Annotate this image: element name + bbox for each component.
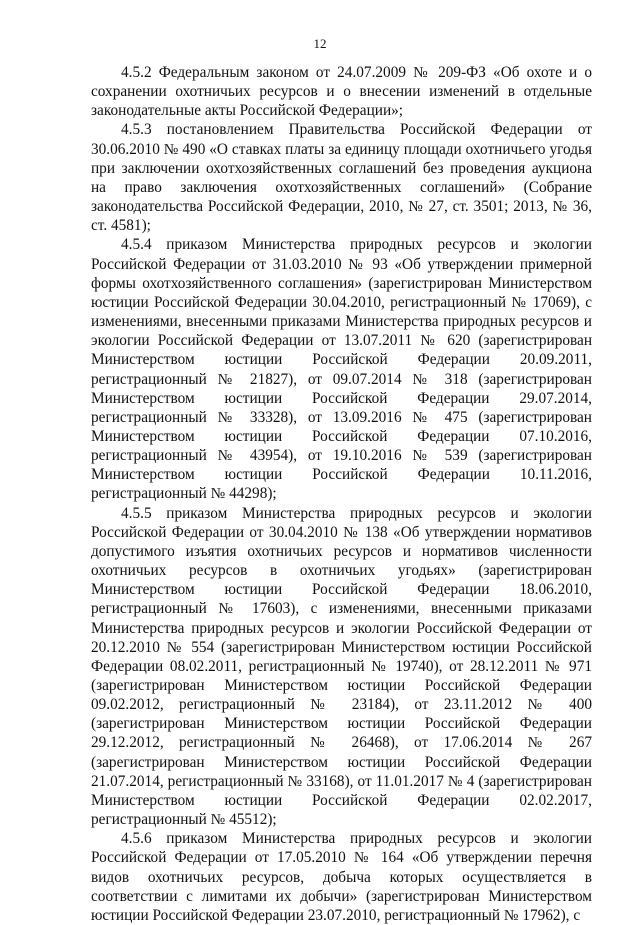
clause-4-5-5: 4.5.5 приказом Министерства природных ресурсов и экологии Российской Федерации от 30.04.2010 № 138 «Об утверждении нормативов допустимого изъятия охотничьих ресурсов и нормативов численности охотничьих ресурсов в охотничьих угодьях» (зарегистрирован Министерством юстиции Российской Федерации 18.06.2010, регистрационный № 17603), с изменениями, внесенными приказами Министерства природных ресурсов и экологии Российской Федерации от 20.12.2010 № 554 (зарегистрирован Министерством юстиции Российской Федерации 08.02.2011, регистрационный № 19740), от 28.12.2011 № 971 (зарегистрирован Министерством юстиции Российской Федерации 09.02.2012, регистрационный № 23184), от 23.11.2012 № 400 (зарегистрирован Министерством юстиции Российской Федерации 29.12.2012, регистрационный № 26468), от 17.06.2014 № 267 (зарегистрирован Министерством юстиции Российской Федерации 21.07.2014, регистрационный № 33168), от 11.01.2017 № 4 (зарегистрирован Министерством юстиции Российской Федерации 02.02.2017, регистрационный № 45512); [91, 504, 592, 829]
clause-4-5-4: 4.5.4 приказом Министерства природных ресурсов и экологии Российской Федерации от 31.03.2010 № 93 «Об утверждении примерной формы охотхозяйственного соглашения» (зарегистрирован Министерством юстиции Российской Федерации 30.04.2010, регистрационный № 17069), с изменениями, внесенными приказами Министерства природных ресурсов и экологии Российской Федерации от 13.07.2011 № 620 (зарегистрирован Министерством юстиции Российской Федерации 20.09.2011, регистрационный № 21827), от 09.07.2014 № 318 (зарегистрирован Министерством юстиции Российской Федерации 29.07.2014, регистрационный № 33328), от 13.09.2016 № 475 (зарегистрирован Министерством юстиции Российской Федерации 07.10.2016, регистрационный № 43954), от 19.10.2016 № 539 (зарегистрирован Министерством юстиции Российской Федерации 10.11.2016, регистрационный № 44298); [91, 236, 592, 503]
clause-4-5-6: 4.5.6 приказом Министерства природных ресурсов и экологии Российской Федерации от 17.05.2010 № 164 «Об утверждении перечня видов охотничьих ресурсов, добыча которых осуществляется в соответствии с лимитами их добычи» (зарегистрирован Министерством юстиции Российской Федерации 23.07.2010, регистрационный № 17962), с [91, 830, 592, 924]
clause-4-5-3: 4.5.3 постановлением Правительства Российской Федерации от 30.06.2010 № 490 «О ставках платы за единицу площади охотничьего угодья при заключении охотхозяйственных соглашений без проведения аукциона на право заключения охотхозяйственных соглашений» (Собрание законодательства Российской Федерации, 2010, № 27, ст. 3501; 2013, № 36, ст. 4581); [91, 121, 592, 235]
document-body [91, 63, 592, 925]
clause-4-5-2: 4.5.2 Федеральным законом от 24.07.2009 № 209-ФЗ «Об охоте и о сохранении охотничьих ресурсов и о внесении изменений в отдельные законодательные акты Российской Федерации»; [91, 64, 592, 120]
page-number: 12 [313, 36, 327, 51]
